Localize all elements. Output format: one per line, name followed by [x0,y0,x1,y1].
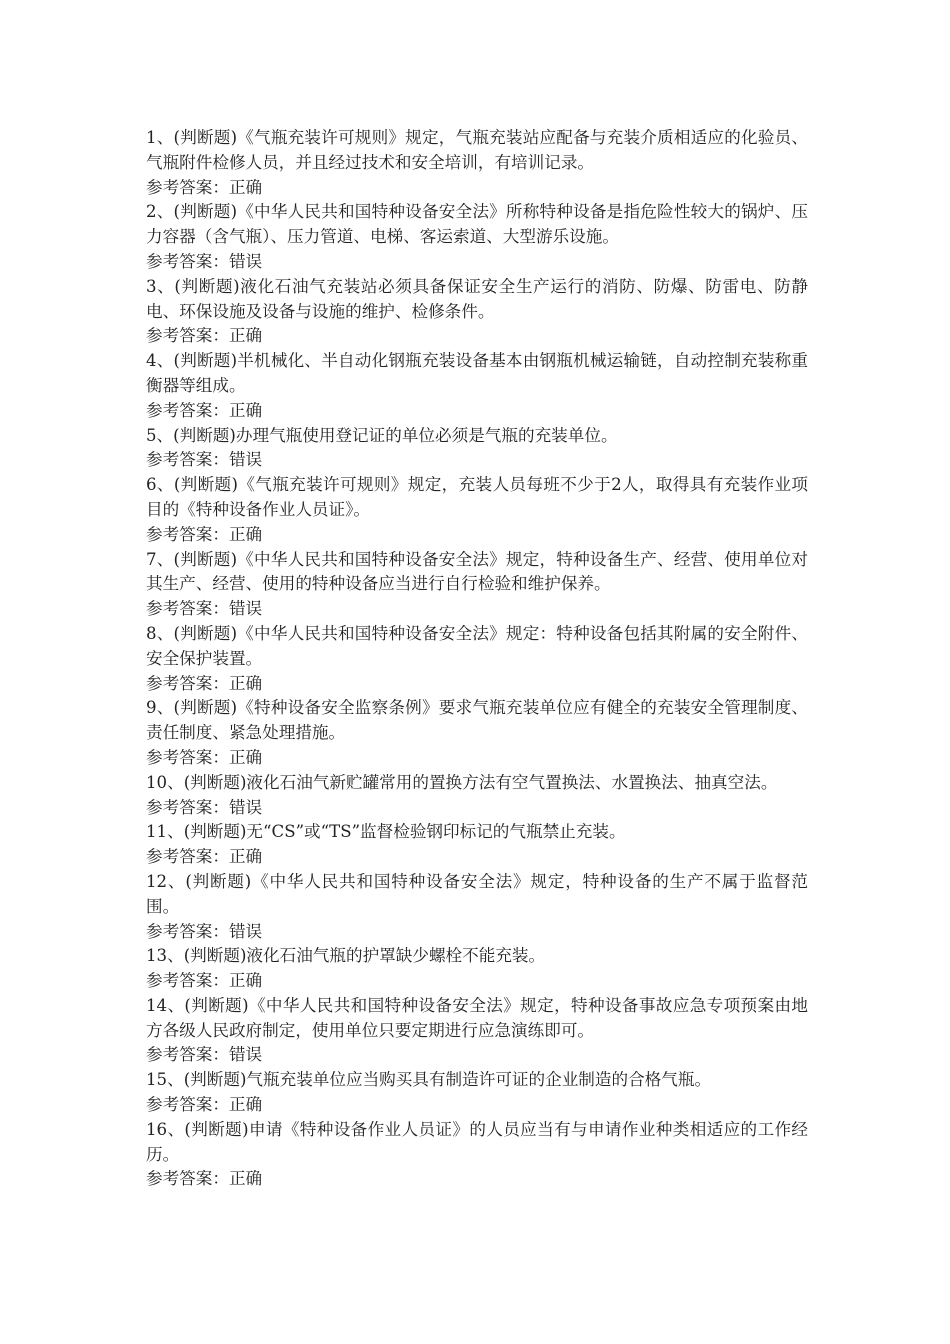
answer-line [146,1043,808,1068]
question-text: 12、(判断题)《中华人民共和国特种设备安全法》规定，特种设备的生产不属于监督范围。 [146,871,808,916]
answer-line [146,523,808,548]
question-item [146,349,808,423]
answer-line [146,746,808,771]
answer-label: 参考答案： [146,673,229,693]
answer-label: 参考答案： [146,177,229,197]
answer-value: 正确 [228,326,263,346]
answer-line [146,597,808,622]
question-text: 4、(判断题)半机械化、半自动化钢瓶充装设备基本由钢瓶机械运输链，自动控制充装称重衡器等组成。 [146,351,808,395]
answer-line [146,448,808,473]
answer-line [146,969,808,994]
answer-value: 正确 [228,971,263,991]
question-text: 13、(判断题)液化石油气瓶的护罩缺少螺栓不能充装。 [146,946,546,966]
answer-label: 参考答案： [146,524,229,544]
answer-value: 正确 [228,847,263,867]
answer-line [146,1167,808,1192]
answer-label: 参考答案： [146,921,229,941]
answer-value: 错误 [228,251,263,271]
question-item [146,1068,808,1118]
answer-label: 参考答案： [146,1095,229,1115]
question-item [146,622,808,696]
question-item [146,548,808,622]
answer-line [146,176,808,201]
answer-line [146,324,808,349]
question-text: 14、(判断题)《中华人民共和国特种设备安全法》规定，特种设备事故应急专项预案由地方各级人民政府制定，使用单位只要定期进行应急演练即可。 [146,995,808,1040]
answer-label: 参考答案： [146,1045,229,1065]
answer-label: 参考答案： [146,400,229,420]
question-list [146,126,808,1192]
answer-value: 正确 [228,524,263,544]
answer-value: 正确 [228,177,263,197]
answer-value: 错误 [228,921,263,941]
question-text: 1、(判断题)《气瓶充装许可规则》规定，气瓶充装站应配备与充装介质相适应的化验员、气瓶附件检修人员，并且经过技术和安全培训，有培训记录。 [146,128,808,172]
answer-value: 正确 [228,747,263,767]
answer-value: 正确 [228,673,263,693]
answer-line [146,1093,808,1118]
answer-line [146,845,808,870]
question-item [146,275,808,349]
question-item [146,1118,808,1192]
question-item [146,870,808,944]
answer-label: 参考答案： [146,450,229,470]
answer-line [146,920,808,945]
question-text: 3、(判断题)液化石油气充装站必须具备保证安全生产运行的消防、防爆、防雷电、防静电、环保设施及设备与设施的维护、检修条件。 [146,276,808,321]
question-text: 5、(判断题)办理气瓶使用登记证的单位必须是气瓶的充装单位。 [146,425,618,445]
answer-label: 参考答案： [146,251,229,271]
answer-label: 参考答案： [146,326,229,346]
question-item [146,994,808,1068]
answer-value: 错误 [228,797,263,817]
question-text: 10、(判断题)液化石油气新贮罐常用的置换方法有空气置换法、水置换法、抽真空法。 [146,772,778,792]
question-item [146,696,808,770]
question-item [146,200,808,274]
question-text: 2、(判断题)《中华人民共和国特种设备安全法》所称特种设备是指危险性较大的锅炉、压力容器（含气瓶）、压力管道、电梯、客运索道、大型游乐设施。 [146,202,808,247]
answer-line [146,672,808,697]
answer-label: 参考答案： [146,971,229,991]
answer-line [146,399,808,424]
answer-value: 正确 [228,1095,263,1115]
answer-label: 参考答案： [146,797,229,817]
answer-value: 错误 [228,450,263,470]
question-text: 11、(判断题)无“CS”或“TS”监督检验钢印标记的气瓶禁止充装。 [146,822,626,842]
answer-label: 参考答案： [146,847,229,867]
answer-value: 正确 [228,400,263,420]
answer-label: 参考答案： [146,1169,229,1189]
question-item [146,820,808,870]
answer-label: 参考答案： [146,747,229,767]
answer-line [146,250,808,275]
question-text: 15、(判断题)气瓶充装单位应当购买具有制造许可证的企业制造的合格气瓶。 [146,1070,712,1090]
question-item [146,424,808,474]
answer-value: 错误 [228,599,263,619]
answer-value: 错误 [228,1045,263,1065]
answer-line [146,796,808,821]
question-text: 9、(判断题)《特种设备安全监察条例》要求气瓶充装单位应有健全的充装安全管理制度、责任制度、紧急处理措施。 [146,698,808,743]
answer-label: 参考答案： [146,599,229,619]
question-text: 8、(判断题)《中华人民共和国特种设备安全法》规定：特种设备包括其附属的安全附件、安全保护装置。 [146,623,808,668]
question-text: 7、(判断题)《中华人民共和国特种设备安全法》规定，特种设备生产、经营、使用单位对其生产、经营、使用的特种设备应当进行自行检验和维护保养。 [146,549,808,594]
question-text: 16、(判断题)申请《特种设备作业人员证》的人员应当有与申请作业种类相适应的工作经历。 [146,1119,808,1164]
question-item [146,126,808,200]
question-text: 6、(判断题)《气瓶充装许可规则》规定，充装人员每班不少于2人，取得具有充装作业项目的《特种设备作业人员证》。 [146,475,808,519]
answer-value: 正确 [228,1169,263,1189]
question-item [146,944,808,994]
question-item [146,771,808,821]
question-item [146,473,808,547]
